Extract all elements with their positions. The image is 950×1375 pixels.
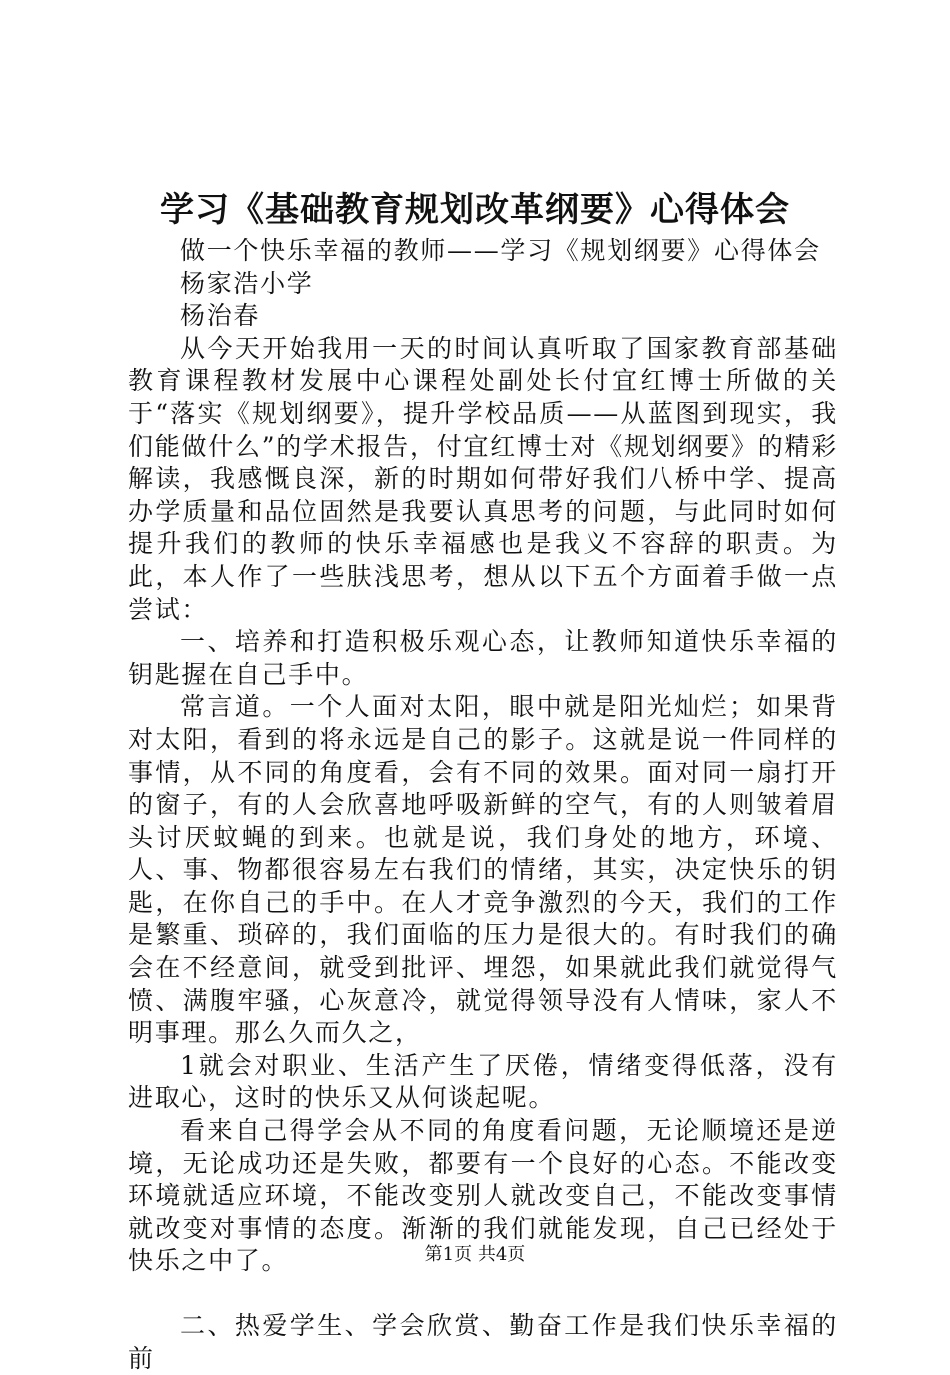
document-title: 学习《基础教育规划改革纲要》心得体会 bbox=[160, 190, 790, 230]
paragraph-gap bbox=[128, 1278, 838, 1310]
subtitle-paragraph: 做一个快乐幸福的教师——学习《规划纲要》心得体会 bbox=[180, 236, 821, 265]
body-paragraph: 从今天开始我用一天的时间认真听取了国家教育部基础教育课程教材发展中心课程处副处长付宜红博士所做的关于“落实《规划纲要》，提升学校品质——从蓝图到现实，我们能做什么”的学术报告，付宜红博士对《规划纲要》的精彩解读，我感慨良深，新的时期如何带好我们八桥中学、提高办学质量和品位固然是我要认真思考的问题，与此同时如何提升我们的教师的快乐幸福感也是我义不容辞的职责。为此，本人作了一些肤浅思考，想从以下五个方面着手做一点尝试： bbox=[128, 333, 838, 624]
author-name: 杨治春 bbox=[180, 301, 261, 331]
document-body bbox=[128, 235, 838, 1375]
page-number: 第1页 共4页 bbox=[424, 1244, 526, 1265]
school-name: 杨家浩小学 bbox=[180, 268, 314, 298]
section-heading: 二、热爱学生、学会欣赏、勤奋工作是我们快乐幸福的前 bbox=[128, 1311, 838, 1373]
body-paragraph: 1就会对职业、生活产生了厌倦，情绪变得低落，没有进取心，这时的快乐又从何谈起呢。 bbox=[128, 1050, 838, 1113]
body-paragraph: 看来自己得学会从不同的角度看问题，无论顺境还是逆境，无论成功还是失败，都要有一个良好的心态。不能改变环境就适应环境，不能改变别人就改变自己，不能改变事情就改变对事情的态度。渐渐的我们就能发现，自己已经处于快乐之中了。 bbox=[128, 1116, 838, 1276]
section-heading: 一、培养和打造积极乐观心态，让教师知道快乐幸福的钥匙握在自己手中。 bbox=[128, 627, 838, 689]
body-paragraph: 常言道。一个人面对太阳，眼中就是阳光灿烂；如果背对太阳，看到的将永远是自己的影子。这就是说一件同样的事情，从不同的角度看，会有不同的效果。面对同一扇打开的窗子，有的人会欣喜地呼吸新鲜的空气，有的人则皱着眉头讨厌蚊蝇的到来。也就是说，我们身处的地方，环境、人、事、物都很容易左右我们的情绪，其实，决定快乐的钥匙，在你自己的手中。在人才竞争激烈的今天，我们的工作是繁重、琐碎的，我们面临的压力是很大的。有时我们的确会在不经意间，就受到批评、埋怨，如果就此我们就觉得气愤、满腹牢骚，心灰意冷，就觉得领导没有人情味，家人不明事理。那么久而久之， bbox=[128, 692, 838, 1048]
